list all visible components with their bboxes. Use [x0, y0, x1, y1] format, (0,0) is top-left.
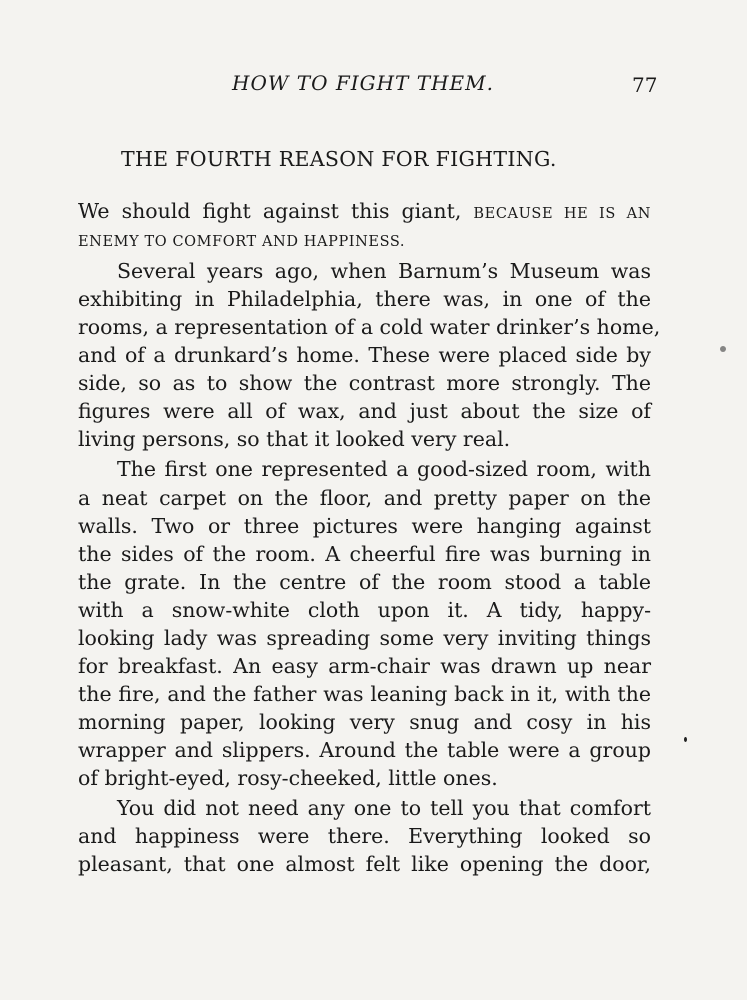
- paragraph-3-line: wrapper and slippers. Around the table were a group: [78, 738, 651, 762]
- running-head: HOW TO FIGHT THEM.: [232, 71, 494, 95]
- paragraph-2-line: Several years ago, when Barnum’s Museum was: [117, 259, 651, 283]
- paragraph-2-line: rooms, a representation of a cold water drinker’s home,: [78, 315, 661, 339]
- paragraph-3-line: looking lady was spreading some very inviting things: [78, 626, 651, 650]
- paragraph-2-line: figures were all of wax, and just about the size of: [78, 399, 651, 423]
- paragraph-2-line: side, so as to show the contrast more strongly. The: [78, 371, 651, 395]
- paragraph-3-line: the grate. In the centre of the room stood a table: [78, 570, 651, 594]
- paragraph-1-small-caps: BECAUSE HE IS AN: [473, 206, 651, 222]
- paragraph-2-line: and of a drunkard’s home. These were placed side by: [78, 343, 651, 367]
- paragraph-3-line: the sides of the room. A cheerful fire was burning in: [78, 542, 651, 566]
- paragraph-3-line: walls. Two or three pictures were hanging against: [78, 514, 651, 538]
- section-title: THE FOURTH REASON FOR FIGHTING.: [121, 147, 557, 171]
- paragraph-1-line-2: ENEMY TO COMFORT AND HAPPINESS.: [78, 234, 406, 250]
- ink-speck: [684, 737, 687, 742]
- paragraph-2-line: exhibiting in Philadelphia, there was, in one of the: [78, 287, 651, 311]
- paragraph-1-lead-text: We should fight against this giant,: [78, 199, 474, 223]
- paragraph-3-line: for breakfast. An easy arm-chair was drawn up near: [78, 654, 651, 678]
- paragraph-3-line: The first one represented a good-sized room, with: [117, 457, 651, 481]
- paragraph-1-line-1: [78, 197, 651, 225]
- paragraph-3-line: morning paper, looking very snug and cosy in his: [78, 710, 651, 734]
- paragraph-4-line: pleasant, that one almost felt like opening the door,: [78, 852, 651, 876]
- paragraph-2-line: living persons, so that it looked very real.: [78, 427, 511, 451]
- paragraph-4-line: You did not need any one to tell you that comfort: [117, 796, 651, 820]
- paragraph-3-line: a neat carpet on the floor, and pretty paper on the: [78, 486, 651, 510]
- paragraph-3-line: of bright-eyed, rosy-cheeked, little ones.: [78, 766, 498, 790]
- paragraph-3-line: the fire, and the father was leaning back in it, with the: [78, 682, 651, 706]
- ink-speck: [720, 346, 726, 352]
- paragraph-4-line: and happiness were there. Everything looked so: [78, 824, 651, 848]
- page-number: 77: [632, 73, 658, 97]
- paragraph-3-line: with a snow-white cloth upon it. A tidy, happy-: [78, 598, 651, 622]
